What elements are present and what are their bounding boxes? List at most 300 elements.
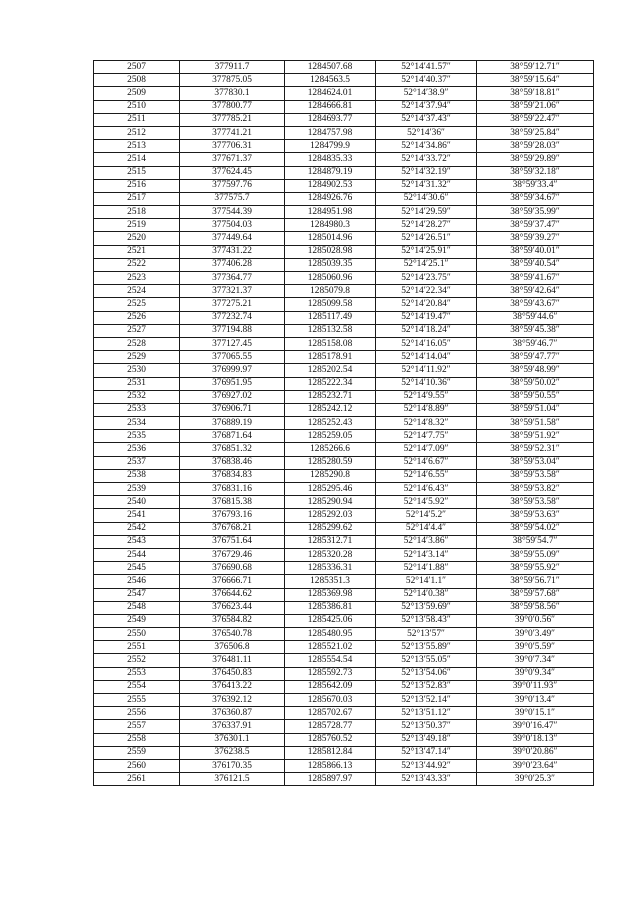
y-coordinate-cell: 1285292.03 (285, 509, 376, 522)
x-coordinate-cell: 376851.32 (180, 443, 285, 456)
table-row (94, 469, 594, 482)
table-row (94, 403, 594, 416)
point-number-cell: 2523 (94, 272, 180, 285)
longitude-cell: 39°0′0.56″ (477, 614, 594, 627)
x-coordinate-cell: 377911.7 (180, 61, 285, 74)
x-coordinate-cell: 377364.77 (180, 272, 285, 285)
point-number-cell: 2512 (94, 126, 180, 139)
y-coordinate-cell: 1284951.98 (285, 206, 376, 219)
longitude-cell: 38°59′50.55″ (477, 390, 594, 403)
latitude-cell: 52°14′4.4″ (376, 522, 477, 535)
point-number-cell: 2532 (94, 390, 180, 403)
y-coordinate-cell: 1284902.53 (285, 179, 376, 192)
point-number-cell: 2535 (94, 430, 180, 443)
point-number-cell: 2551 (94, 641, 180, 654)
table-row (94, 272, 594, 285)
y-coordinate-cell: 1285178.91 (285, 351, 376, 364)
point-number-cell: 2538 (94, 469, 180, 482)
x-coordinate-cell: 376584.82 (180, 614, 285, 627)
y-coordinate-cell: 1285290.94 (285, 496, 376, 509)
point-number-cell: 2539 (94, 483, 180, 496)
longitude-cell: 39°0′13.4″ (477, 694, 594, 707)
longitude-cell: 38°59′51.04″ (477, 403, 594, 416)
table-row (94, 140, 594, 153)
latitude-cell: 52°14′6.43″ (376, 483, 477, 496)
table-row (94, 483, 594, 496)
latitude-cell: 52°13′51.12″ (376, 707, 477, 720)
y-coordinate-cell: 1285158.08 (285, 337, 376, 350)
y-coordinate-cell: 1285099.58 (285, 298, 376, 311)
point-number-cell: 2507 (94, 61, 180, 74)
x-coordinate-cell: 377624.45 (180, 166, 285, 179)
point-number-cell: 2526 (94, 311, 180, 324)
longitude-cell: 38°59′51.92″ (477, 430, 594, 443)
y-coordinate-cell: 1284563.5 (285, 74, 376, 87)
longitude-cell: 38°59′53.04″ (477, 456, 594, 469)
table-row (94, 166, 594, 179)
point-number-cell: 2544 (94, 548, 180, 561)
table-row (94, 285, 594, 298)
x-coordinate-cell: 377597.76 (180, 179, 285, 192)
longitude-cell: 39°0′9.34″ (477, 667, 594, 680)
x-coordinate-cell: 377800.77 (180, 100, 285, 113)
table-row (94, 694, 594, 707)
latitude-cell: 52°13′43.33″ (376, 773, 477, 786)
point-number-cell: 2550 (94, 628, 180, 641)
y-coordinate-cell: 1285295.46 (285, 483, 376, 496)
x-coordinate-cell: 376906.71 (180, 403, 285, 416)
longitude-cell: 39°0′5.59″ (477, 641, 594, 654)
point-number-cell: 2517 (94, 192, 180, 205)
point-number-cell: 2514 (94, 153, 180, 166)
point-number-cell: 2516 (94, 179, 180, 192)
point-number-cell: 2549 (94, 614, 180, 627)
point-number-cell: 2531 (94, 377, 180, 390)
y-coordinate-cell: 1285028.98 (285, 245, 376, 258)
longitude-cell: 38°59′12.71″ (477, 61, 594, 74)
point-number-cell: 2559 (94, 746, 180, 759)
latitude-cell: 52°14′8.89″ (376, 403, 477, 416)
x-coordinate-cell: 377232.74 (180, 311, 285, 324)
longitude-cell: 39°0′18.13″ (477, 733, 594, 746)
table-row (94, 324, 594, 337)
y-coordinate-cell: 1285480.95 (285, 628, 376, 641)
x-coordinate-cell: 376751.64 (180, 535, 285, 548)
point-number-cell: 2524 (94, 285, 180, 298)
y-coordinate-cell: 1285866.13 (285, 759, 376, 772)
point-number-cell: 2509 (94, 87, 180, 100)
table-row (94, 759, 594, 772)
latitude-cell: 52°13′50.37″ (376, 720, 477, 733)
x-coordinate-cell: 376889.19 (180, 417, 285, 430)
table-row (94, 575, 594, 588)
latitude-cell: 52°14′19.47″ (376, 311, 477, 324)
table-row (94, 443, 594, 456)
y-coordinate-cell: 1284980.3 (285, 219, 376, 232)
table-row (94, 535, 594, 548)
table-row (94, 232, 594, 245)
longitude-cell: 39°0′16.47″ (477, 720, 594, 733)
latitude-cell: 52°14′25.91″ (376, 245, 477, 258)
y-coordinate-cell: 1285079.8 (285, 285, 376, 298)
table-row (94, 311, 594, 324)
latitude-cell: 52°14′37.94″ (376, 100, 477, 113)
longitude-cell: 38°59′34.67″ (477, 192, 594, 205)
x-coordinate-cell: 377504.03 (180, 219, 285, 232)
longitude-cell: 38°59′55.09″ (477, 548, 594, 561)
x-coordinate-cell: 376450.83 (180, 667, 285, 680)
table-row (94, 87, 594, 100)
x-coordinate-cell: 376644.62 (180, 588, 285, 601)
point-number-cell: 2537 (94, 456, 180, 469)
y-coordinate-cell: 1285554.54 (285, 654, 376, 667)
longitude-cell: 39°0′11.93″ (477, 680, 594, 693)
point-number-cell: 2554 (94, 680, 180, 693)
x-coordinate-cell: 377194.88 (180, 324, 285, 337)
table-row (94, 179, 594, 192)
latitude-cell: 52°13′55.89″ (376, 641, 477, 654)
y-coordinate-cell: 1285642.09 (285, 680, 376, 693)
latitude-cell: 52°14′28.27″ (376, 219, 477, 232)
point-number-cell: 2521 (94, 245, 180, 258)
table-row (94, 377, 594, 390)
point-number-cell: 2533 (94, 403, 180, 416)
x-coordinate-cell: 376238.5 (180, 746, 285, 759)
table-row (94, 113, 594, 126)
y-coordinate-cell: 1284666.81 (285, 100, 376, 113)
latitude-cell: 52°14′31.32″ (376, 179, 477, 192)
x-coordinate-cell: 377406.28 (180, 258, 285, 271)
x-coordinate-cell: 377449.64 (180, 232, 285, 245)
x-coordinate-cell: 377741.21 (180, 126, 285, 139)
coordinates-table-body (94, 61, 594, 786)
point-number-cell: 2515 (94, 166, 180, 179)
latitude-cell: 52°14′29.59″ (376, 206, 477, 219)
latitude-cell: 52°14′18.24″ (376, 324, 477, 337)
latitude-cell: 52°13′52.14″ (376, 694, 477, 707)
table-row (94, 351, 594, 364)
x-coordinate-cell: 377830.1 (180, 87, 285, 100)
longitude-cell: 38°59′22.47″ (477, 113, 594, 126)
latitude-cell: 52°14′5.92″ (376, 496, 477, 509)
latitude-cell: 52°14′23.75″ (376, 272, 477, 285)
latitude-cell: 52°13′44.92″ (376, 759, 477, 772)
longitude-cell: 38°59′46.7″ (477, 337, 594, 350)
longitude-cell: 38°59′45.38″ (477, 324, 594, 337)
y-coordinate-cell: 1285132.58 (285, 324, 376, 337)
longitude-cell: 38°59′54.7″ (477, 535, 594, 548)
point-number-cell: 2522 (94, 258, 180, 271)
y-coordinate-cell: 1284799.9 (285, 140, 376, 153)
y-coordinate-cell: 1284879.19 (285, 166, 376, 179)
y-coordinate-cell: 1285222.34 (285, 377, 376, 390)
x-coordinate-cell: 377127.45 (180, 337, 285, 350)
x-coordinate-cell: 376623.44 (180, 601, 285, 614)
table-row (94, 126, 594, 139)
y-coordinate-cell: 1285425.06 (285, 614, 376, 627)
x-coordinate-cell: 376793.16 (180, 509, 285, 522)
point-number-cell: 2519 (94, 219, 180, 232)
longitude-cell: 38°59′42.64″ (477, 285, 594, 298)
point-number-cell: 2520 (94, 232, 180, 245)
y-coordinate-cell: 1284693.77 (285, 113, 376, 126)
point-number-cell: 2529 (94, 351, 180, 364)
point-number-cell: 2553 (94, 667, 180, 680)
latitude-cell: 52°13′58.43″ (376, 614, 477, 627)
point-number-cell: 2528 (94, 337, 180, 350)
x-coordinate-cell: 377544.39 (180, 206, 285, 219)
x-coordinate-cell: 377065.55 (180, 351, 285, 364)
coordinates-table (93, 60, 594, 786)
point-number-cell: 2552 (94, 654, 180, 667)
longitude-cell: 38°59′55.92″ (477, 562, 594, 575)
y-coordinate-cell: 1285670.03 (285, 694, 376, 707)
x-coordinate-cell: 377671.37 (180, 153, 285, 166)
point-number-cell: 2558 (94, 733, 180, 746)
latitude-cell: 52°13′55.05″ (376, 654, 477, 667)
table-row (94, 61, 594, 74)
y-coordinate-cell: 1285252.43 (285, 417, 376, 430)
longitude-cell: 38°59′58.56″ (477, 601, 594, 614)
longitude-cell: 38°59′28.03″ (477, 140, 594, 153)
latitude-cell: 52°14′3.14″ (376, 548, 477, 561)
x-coordinate-cell: 376506.8 (180, 641, 285, 654)
longitude-cell: 38°59′57.68″ (477, 588, 594, 601)
y-coordinate-cell: 1285039.35 (285, 258, 376, 271)
latitude-cell: 52°14′6.67″ (376, 456, 477, 469)
point-number-cell: 2508 (94, 74, 180, 87)
latitude-cell: 52°13′49.18″ (376, 733, 477, 746)
longitude-cell: 38°59′43.67″ (477, 298, 594, 311)
point-number-cell: 2541 (94, 509, 180, 522)
latitude-cell: 52°14′36″ (376, 126, 477, 139)
longitude-cell: 38°59′54.02″ (477, 522, 594, 535)
x-coordinate-cell: 376481.11 (180, 654, 285, 667)
x-coordinate-cell: 377431.22 (180, 245, 285, 258)
x-coordinate-cell: 377575.7 (180, 192, 285, 205)
table-row (94, 667, 594, 680)
table-row (94, 680, 594, 693)
latitude-cell: 52°14′25.1″ (376, 258, 477, 271)
point-number-cell: 2546 (94, 575, 180, 588)
point-number-cell: 2510 (94, 100, 180, 113)
longitude-cell: 39°0′15.1″ (477, 707, 594, 720)
table-row (94, 746, 594, 759)
point-number-cell: 2545 (94, 562, 180, 575)
longitude-cell: 38°59′48.99″ (477, 364, 594, 377)
point-number-cell: 2540 (94, 496, 180, 509)
x-coordinate-cell: 377321.37 (180, 285, 285, 298)
longitude-cell: 38°59′40.01″ (477, 245, 594, 258)
longitude-cell: 38°59′47.77″ (477, 351, 594, 364)
point-number-cell: 2556 (94, 707, 180, 720)
x-coordinate-cell: 376301.1 (180, 733, 285, 746)
table-row (94, 773, 594, 786)
point-number-cell: 2555 (94, 694, 180, 707)
longitude-cell: 38°59′53.63″ (477, 509, 594, 522)
table-row (94, 153, 594, 166)
y-coordinate-cell: 1284835.33 (285, 153, 376, 166)
y-coordinate-cell: 1285299.62 (285, 522, 376, 535)
latitude-cell: 52°14′0.38″ (376, 588, 477, 601)
longitude-cell: 38°59′33.4″ (477, 179, 594, 192)
longitude-cell: 39°0′23.64″ (477, 759, 594, 772)
y-coordinate-cell: 1285014.96 (285, 232, 376, 245)
point-number-cell: 2536 (94, 443, 180, 456)
longitude-cell: 38°59′41.67″ (477, 272, 594, 285)
point-number-cell: 2525 (94, 298, 180, 311)
x-coordinate-cell: 376927.02 (180, 390, 285, 403)
longitude-cell: 38°59′25.84″ (477, 126, 594, 139)
y-coordinate-cell: 1285280.59 (285, 456, 376, 469)
y-coordinate-cell: 1285521.02 (285, 641, 376, 654)
longitude-cell: 39°0′25.3″ (477, 773, 594, 786)
table-row (94, 509, 594, 522)
y-coordinate-cell: 1284507.68 (285, 61, 376, 74)
latitude-cell: 52°14′26.51″ (376, 232, 477, 245)
table-row (94, 654, 594, 667)
x-coordinate-cell: 376831.16 (180, 483, 285, 496)
table-row (94, 364, 594, 377)
latitude-cell: 52°14′34.86″ (376, 140, 477, 153)
longitude-cell: 38°59′53.58″ (477, 496, 594, 509)
point-number-cell: 2557 (94, 720, 180, 733)
y-coordinate-cell: 1285290.8 (285, 469, 376, 482)
y-coordinate-cell: 1285266.6 (285, 443, 376, 456)
x-coordinate-cell: 376413.22 (180, 680, 285, 693)
table-row (94, 641, 594, 654)
x-coordinate-cell: 376871.64 (180, 430, 285, 443)
latitude-cell: 52°14′1.88″ (376, 562, 477, 575)
longitude-cell: 38°59′15.64″ (477, 74, 594, 87)
y-coordinate-cell: 1285386.81 (285, 601, 376, 614)
latitude-cell: 52°14′14.04″ (376, 351, 477, 364)
table-row (94, 430, 594, 443)
x-coordinate-cell: 376337.91 (180, 720, 285, 733)
longitude-cell: 38°59′50.02″ (477, 377, 594, 390)
latitude-cell: 52°14′33.72″ (376, 153, 477, 166)
point-number-cell: 2513 (94, 140, 180, 153)
longitude-cell: 39°0′20.86″ (477, 746, 594, 759)
table-row (94, 74, 594, 87)
x-coordinate-cell: 376729.46 (180, 548, 285, 561)
latitude-cell: 52°14′11.92″ (376, 364, 477, 377)
latitude-cell: 52°14′10.36″ (376, 377, 477, 390)
x-coordinate-cell: 376170.35 (180, 759, 285, 772)
latitude-cell: 52°14′20.84″ (376, 298, 477, 311)
y-coordinate-cell: 1285760.52 (285, 733, 376, 746)
y-coordinate-cell: 1285060.96 (285, 272, 376, 285)
latitude-cell: 52°13′57″ (376, 628, 477, 641)
table-row (94, 219, 594, 232)
point-number-cell: 2542 (94, 522, 180, 535)
longitude-cell: 38°59′51.58″ (477, 417, 594, 430)
x-coordinate-cell: 376951.95 (180, 377, 285, 390)
latitude-cell: 52°14′30.6″ (376, 192, 477, 205)
y-coordinate-cell: 1285117.49 (285, 311, 376, 324)
table-row (94, 245, 594, 258)
point-number-cell: 2547 (94, 588, 180, 601)
x-coordinate-cell: 376999.97 (180, 364, 285, 377)
x-coordinate-cell: 376838.46 (180, 456, 285, 469)
longitude-cell: 38°59′40.54″ (477, 258, 594, 271)
point-number-cell: 2561 (94, 773, 180, 786)
point-number-cell: 2527 (94, 324, 180, 337)
x-coordinate-cell: 376834.83 (180, 469, 285, 482)
latitude-cell: 52°13′59.69″ (376, 601, 477, 614)
latitude-cell: 52°14′37.43″ (376, 113, 477, 126)
x-coordinate-cell: 377275.21 (180, 298, 285, 311)
point-number-cell: 2518 (94, 206, 180, 219)
longitude-cell: 38°59′29.89″ (477, 153, 594, 166)
latitude-cell: 52°14′7.09″ (376, 443, 477, 456)
table-row (94, 522, 594, 535)
point-number-cell: 2534 (94, 417, 180, 430)
table-row (94, 601, 594, 614)
longitude-cell: 38°59′44.6″ (477, 311, 594, 324)
table-row (94, 720, 594, 733)
table-row (94, 614, 594, 627)
table-row (94, 192, 594, 205)
point-number-cell: 2548 (94, 601, 180, 614)
x-coordinate-cell: 377785.21 (180, 113, 285, 126)
y-coordinate-cell: 1285351.3 (285, 575, 376, 588)
y-coordinate-cell: 1285369.98 (285, 588, 376, 601)
table-row (94, 733, 594, 746)
y-coordinate-cell: 1285259.05 (285, 430, 376, 443)
longitude-cell: 39°0′3.49″ (477, 628, 594, 641)
longitude-cell: 38°59′35.99″ (477, 206, 594, 219)
latitude-cell: 52°13′52.83″ (376, 680, 477, 693)
latitude-cell: 52°14′5.2″ (376, 509, 477, 522)
point-number-cell: 2560 (94, 759, 180, 772)
latitude-cell: 52°14′6.55″ (376, 469, 477, 482)
x-coordinate-cell: 376666.71 (180, 575, 285, 588)
y-coordinate-cell: 1285312.71 (285, 535, 376, 548)
y-coordinate-cell: 1285242.12 (285, 403, 376, 416)
longitude-cell: 39°0′7.34″ (477, 654, 594, 667)
y-coordinate-cell: 1285202.54 (285, 364, 376, 377)
table-row (94, 707, 594, 720)
x-coordinate-cell: 376392.12 (180, 694, 285, 707)
table-row (94, 417, 594, 430)
x-coordinate-cell: 376690.68 (180, 562, 285, 575)
point-number-cell: 2530 (94, 364, 180, 377)
longitude-cell: 38°59′53.82″ (477, 483, 594, 496)
y-coordinate-cell: 1285232.71 (285, 390, 376, 403)
point-number-cell: 2511 (94, 113, 180, 126)
table-row (94, 456, 594, 469)
longitude-cell: 38°59′37.47″ (477, 219, 594, 232)
y-coordinate-cell: 1285897.97 (285, 773, 376, 786)
y-coordinate-cell: 1285336.31 (285, 562, 376, 575)
table-row (94, 337, 594, 350)
y-coordinate-cell: 1285702.67 (285, 707, 376, 720)
table-row (94, 562, 594, 575)
latitude-cell: 52°13′47.14″ (376, 746, 477, 759)
longitude-cell: 38°59′56.71″ (477, 575, 594, 588)
y-coordinate-cell: 1284624.01 (285, 87, 376, 100)
latitude-cell: 52°14′22.34″ (376, 285, 477, 298)
longitude-cell: 38°59′39.27″ (477, 232, 594, 245)
latitude-cell: 52°14′7.75″ (376, 430, 477, 443)
table-row (94, 298, 594, 311)
latitude-cell: 52°14′40.37″ (376, 74, 477, 87)
y-coordinate-cell: 1284926.76 (285, 192, 376, 205)
x-coordinate-cell: 376121.5 (180, 773, 285, 786)
table-row (94, 628, 594, 641)
latitude-cell: 52°14′8.32″ (376, 417, 477, 430)
